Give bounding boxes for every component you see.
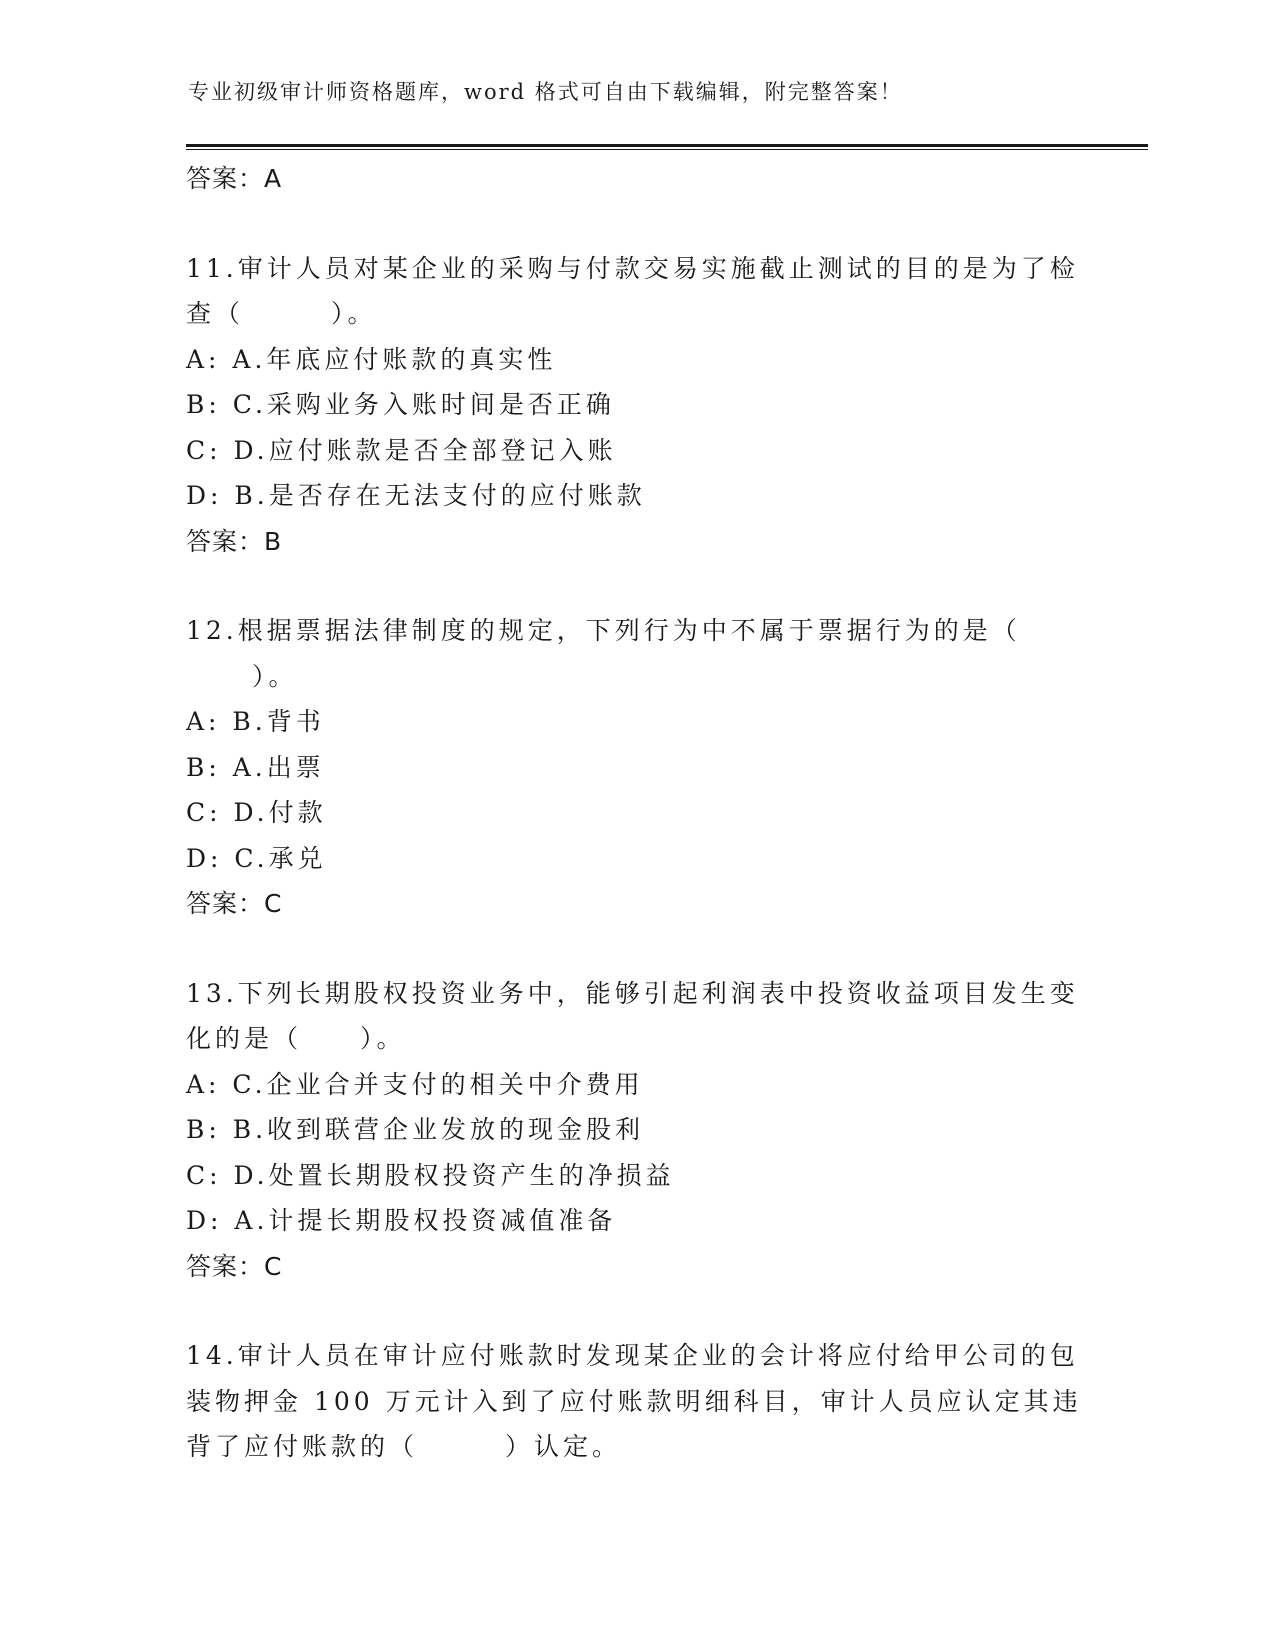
question-block [186,971,1086,1290]
answer-option: B: A.出票 [186,752,325,782]
answer-option: C: D.付款 [186,798,327,827]
question-stem-line: 14.审计人员在审计应付账款时发现某企业的会计将应付给甲公司的包 [186,1341,1079,1370]
previous-answer: 答案：A [186,164,283,193]
question-stem-line: 查（ ）。 [186,299,377,328]
answer-option: D: C.承兑 [186,843,327,873]
header-divider-thick [186,144,1148,147]
spacer [186,202,1086,246]
answer-option: A: B.背书 [186,707,325,736]
question-content [186,156,1086,1470]
question-block [186,246,1086,565]
answer-option: C: D.处置长期股权投资产生的净损益 [186,1160,675,1190]
question-block [186,608,1086,927]
question-answer: 答案：C [186,889,283,918]
question-stem-line: 化的是（ ）。 [186,1024,406,1053]
question-stem-line: ）。 [252,661,298,691]
question-block [186,1333,1086,1470]
answer-option: C: D.应付账款是否全部登记入账 [186,435,617,465]
question-stem-line: 11.审计人员对某企业的采购与付款交易实施截止测试的目的是为了检 [186,253,1079,283]
question-stem-line: 12.根据票据法律制度的规定，下列行为中不属于票据行为的是（ [186,616,1021,645]
answer-option: D: B.是否存在无法支付的应付账款 [186,481,646,510]
answer-option: B: C.采购业务入账时间是否正确 [186,390,615,419]
spacer [186,564,1086,608]
answer-option: A: C.企业合并支付的相关中介费用 [186,1069,644,1099]
question-stem-line: 背了应付账款的（ ）认定。 [186,1432,622,1461]
question-stem-line: 13.下列长期股权投资业务中，能够引起利润表中投资收益项目发生变 [186,978,1079,1008]
answer-option: D: A.计提长期股权投资减值准备 [186,1206,617,1235]
page-header: 专业初级审计师资格题库，word 格式可自由下载编辑，附完整答案！ [188,80,903,104]
header-divider-thin [186,149,1148,150]
answer-option: B: B.收到联营企业发放的现金股利 [186,1115,645,1144]
spacer [186,927,1086,971]
answer-option: A: A.年底应付账款的真实性 [186,344,557,374]
spacer [186,1289,1086,1333]
question-stem-line: 装物押金 100 万元计入到了应付账款明细科目，审计人员应认定其违 [186,1386,1082,1416]
question-answer: 答案：C [186,1251,283,1281]
question-answer: 答案：B [186,526,283,556]
